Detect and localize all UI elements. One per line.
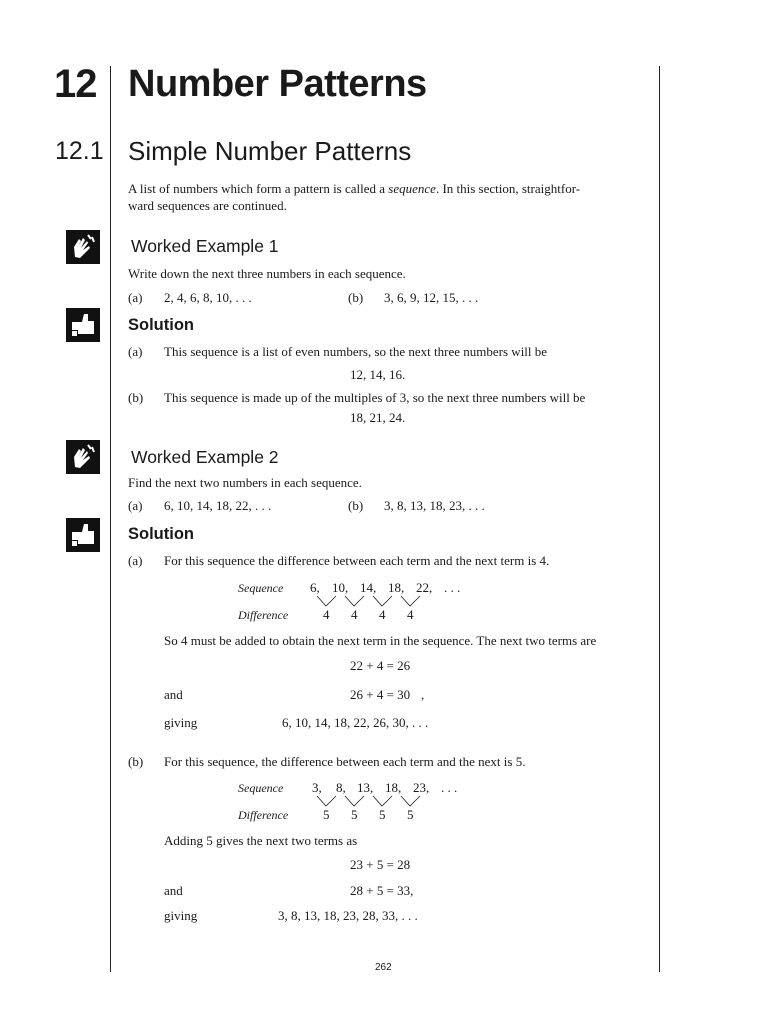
section-number: 12.1: [55, 137, 104, 165]
equation: 28 + 5 = 33,: [350, 883, 414, 898]
thumbs-up-icon: [66, 308, 100, 342]
solution-2-follow-b: Adding 5 gives the next two terms as: [164, 833, 358, 848]
example-2-label-a: (a): [128, 498, 143, 513]
solution-2-text-a: For this sequence the difference between each term and the next term is 4.: [164, 553, 550, 568]
sequence-term: 10,: [332, 580, 349, 595]
sequence-label-a: Sequence: [238, 581, 284, 595]
sequence-term: 23,: [413, 780, 430, 795]
example-2-prompt: Find the next two numbers in each sequence.: [128, 475, 362, 490]
difference-value: 5: [379, 807, 386, 822]
sequence-label-b: Sequence: [238, 781, 284, 795]
example-2-sequence-a: 6, 10, 14, 18, 22, . . .: [164, 498, 272, 513]
hand-icon: [66, 230, 100, 264]
giving-label: giving: [164, 715, 198, 730]
equation: 23 + 5 = 28: [350, 857, 411, 872]
solution-1-answer-a: 12, 14, 16.: [350, 367, 406, 382]
solution-1-answer-b: 18, 21, 24.: [350, 410, 406, 425]
sequence-term: 6,: [310, 580, 320, 595]
difference-connectors-b: [312, 795, 432, 809]
chapter-title: Number Patterns: [128, 63, 427, 105]
example-1-prompt: Write down the next three numbers in each sequence.: [128, 266, 406, 281]
example-1-label-b: (b): [348, 290, 364, 305]
difference-label-a: Difference: [238, 608, 289, 622]
and-label: and: [164, 687, 183, 702]
chapter-number: 12: [54, 62, 97, 106]
sequence-term: 22,: [416, 580, 433, 595]
solution-1-text-a: This sequence is a list of even numbers, so the next three numbers will be: [164, 344, 548, 359]
example-1-label-a: (a): [128, 290, 143, 305]
giving-sequence: 3, 8, 13, 18, 23, 28, 33, . . .: [278, 908, 418, 923]
difference-connectors-a: [312, 595, 432, 609]
section-title: Simple Number Patterns: [128, 136, 412, 166]
solution-1-label-a: (a): [128, 344, 143, 359]
intro-paragraph: A list of numbers which form a pattern is called a sequence. In this section, straightfor- ward sequences are continued.: [128, 181, 581, 213]
sequence-term: 13,: [357, 780, 374, 795]
example-2-sequence-b: 3, 8, 13, 18, 23, . . .: [384, 498, 485, 513]
example-1-sequence-a: 2, 4, 6, 8, 10, . . .: [164, 290, 252, 305]
solution-2-label-b: (b): [128, 754, 144, 769]
and-label: and: [164, 883, 183, 898]
sequence-term: . . .: [441, 780, 458, 795]
difference-value: 4: [351, 607, 358, 622]
sequence-term: 18,: [388, 580, 405, 595]
left-margin-rule: [110, 66, 111, 972]
difference-value: 5: [351, 807, 358, 822]
difference-value: 5: [407, 807, 414, 822]
example-1-sequence-b: 3, 6, 9, 12, 15, . . .: [384, 290, 479, 305]
solution-1-text-b: This sequence is made up of the multiples of 3, so the next three numbers will be: [164, 390, 586, 405]
giving-label: giving: [164, 908, 198, 923]
solution-1-heading: Solution: [128, 316, 194, 334]
example-2-label-b: (b): [348, 498, 364, 513]
sequence-term: . . .: [444, 580, 461, 595]
sequence-term: 8,: [336, 780, 346, 795]
difference-value: 4: [407, 607, 414, 622]
page-number: 262: [375, 962, 392, 973]
solution-2-follow-a: So 4 must be added to obtain the next term in the sequence. The next two terms are: [164, 633, 597, 648]
difference-value: 5: [323, 807, 330, 822]
worked-example-2-heading: Worked Example 2: [131, 447, 279, 467]
thumbs-up-icon: [66, 518, 100, 552]
difference-label-b: Difference: [238, 808, 289, 822]
equation: 22 + 4 = 26: [350, 658, 411, 673]
solution-2-label-a: (a): [128, 553, 143, 568]
difference-value: 4: [379, 607, 386, 622]
worked-example-1-heading: Worked Example 1: [131, 236, 279, 256]
solution-1-label-b: (b): [128, 390, 144, 405]
solution-2-heading: Solution: [128, 525, 194, 543]
equation: 26 + 4 = 30: [350, 687, 411, 702]
difference-value: 4: [323, 607, 330, 622]
equation-comma: ,: [421, 687, 425, 702]
giving-sequence: 6, 10, 14, 18, 22, 26, 30, . . .: [282, 715, 429, 730]
hand-icon: [66, 440, 100, 474]
sequence-term: 18,: [385, 780, 402, 795]
sequence-term: 3,: [312, 780, 322, 795]
sequence-term: 14,: [360, 580, 377, 595]
solution-2-text-b: For this sequence, the difference between each term and the next is 5.: [164, 754, 526, 769]
right-margin-rule: [659, 66, 660, 972]
